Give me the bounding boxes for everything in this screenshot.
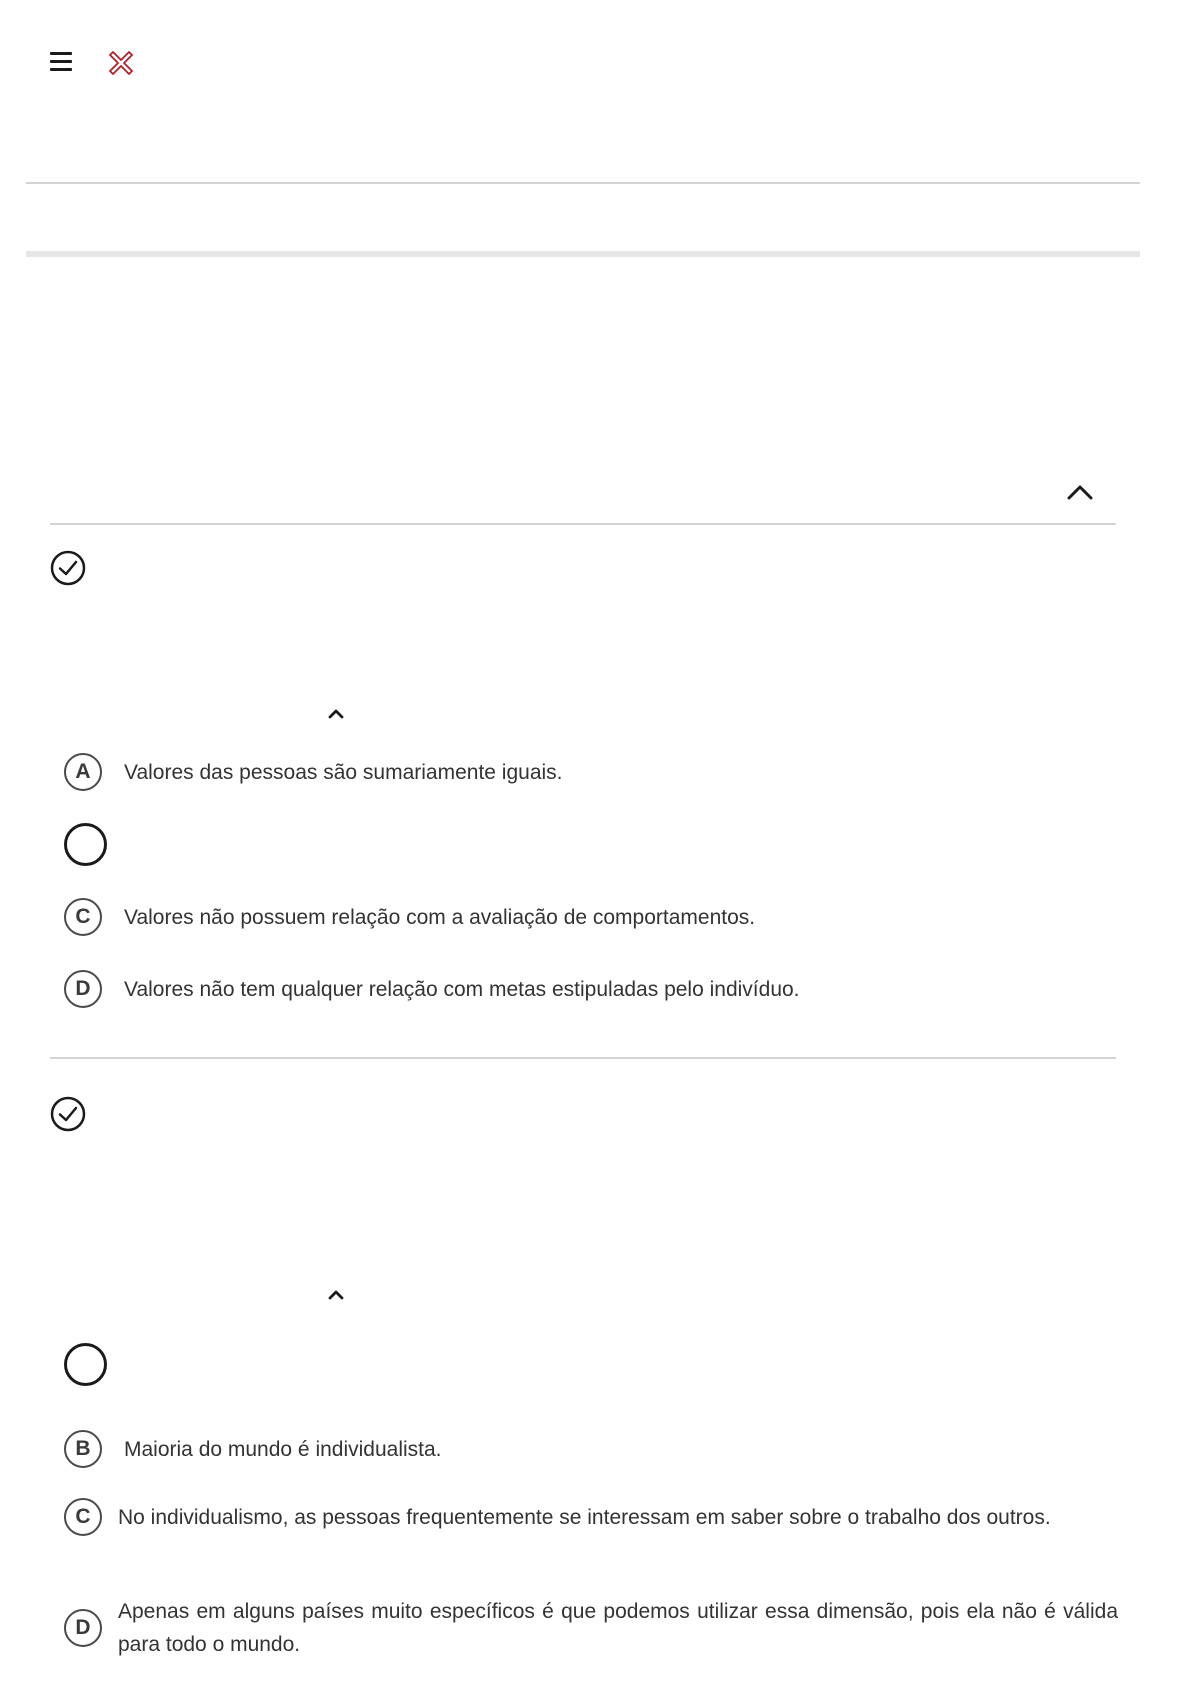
header-divider <box>26 182 1140 184</box>
option-text: Valores não tem qualquer relação com metas estipuladas pelo indivíduo. <box>124 977 800 1001</box>
check-circle-icon <box>50 1096 86 1132</box>
option-text: Apenas em alguns países muito específicos é que podemos utilizar essa dimensão, pois ela não é válida para todo o mundo. <box>118 1600 1118 1656</box>
option-letter-badge: D <box>64 1609 102 1647</box>
hamburger-menu-icon[interactable] <box>48 50 76 74</box>
option-text: Maioria do mundo é individualista. <box>124 1437 442 1461</box>
option-letter-badge: A <box>64 753 102 791</box>
check-circle-icon <box>50 550 86 586</box>
question-1-divider <box>50 523 1116 525</box>
option-letter-badge: B <box>64 1430 102 1468</box>
option-letter-badge: D <box>64 970 102 1008</box>
option-letter-badge: C <box>64 1498 102 1536</box>
caret-up-icon <box>328 706 344 718</box>
option-text: Valores das pessoas são sumariamente iguais. <box>124 760 563 784</box>
empty-radio-circle <box>64 823 107 866</box>
option-letter-badge: C <box>64 898 102 936</box>
section-divider <box>26 251 1140 257</box>
option-empty-radio[interactable] <box>64 1343 1118 1386</box>
option-d[interactable] <box>64 970 1118 1008</box>
option-empty-radio[interactable] <box>64 823 1118 866</box>
option-c[interactable] <box>64 898 1118 936</box>
option-d[interactable] <box>64 1595 1118 1661</box>
empty-radio-circle <box>64 1343 107 1386</box>
option-a[interactable] <box>64 753 1118 791</box>
chevron-up-icon[interactable] <box>1066 482 1094 502</box>
question-2-divider <box>50 1057 1116 1059</box>
caret-up-icon <box>328 1287 344 1299</box>
option-b[interactable] <box>64 1430 1118 1468</box>
close-x-icon[interactable] <box>106 48 136 78</box>
option-c[interactable] <box>64 1498 1118 1536</box>
option-text: Valores não possuem relação com a avaliação de comportamentos. <box>124 905 756 929</box>
option-text: No individualismo, as pessoas frequentemente se interessam em saber sobre o trabalho dos outros. <box>118 1505 1051 1529</box>
